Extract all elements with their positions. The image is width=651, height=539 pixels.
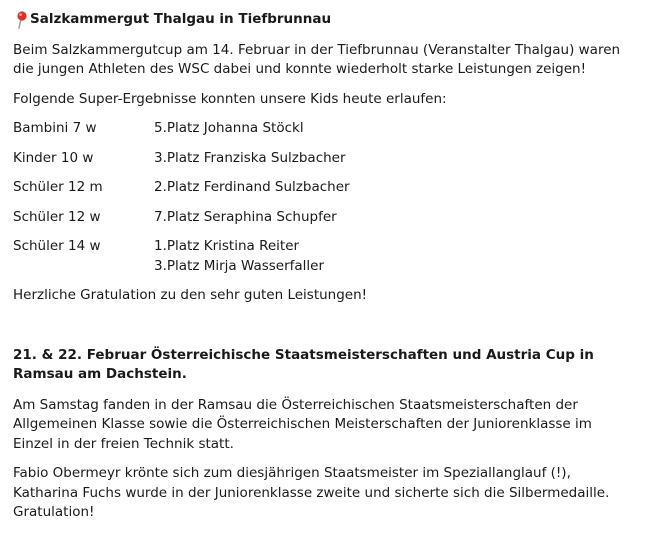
body-paragraph: Am Samstag fanden in der Ramsau die Österreichischen Staatsmeisterschaften der Allgemeinen Klasse sowie die Österreichischen Meisterschaften der Juniorenklasse im Einzel in der freien Technik statt. <box>13 396 592 452</box>
result-category: Schüler 12 m <box>13 179 103 195</box>
intro-paragraph: Beim Salzkammergutcup am 14. Februar in der Tiefbrunnau (Veranstalter Thalgau) waren die jungen Athleten des WSC dabei und konnte wiederholt starke Leistungen zeigen! <box>13 41 621 77</box>
result-category: Schüler 14 w <box>13 238 101 254</box>
article-content <box>13 10 633 523</box>
result-row <box>13 119 633 139</box>
result-place: 2.Platz Ferdinand Sulzbacher <box>154 179 350 195</box>
result-category: Bambini 7 w <box>13 120 97 136</box>
lead-paragraph: Folgende Super-Ergebnisse konnten unsere Kids heute erlaufen: <box>13 90 447 107</box>
result-place: 5.Platz Johanna Stöckl <box>154 120 304 136</box>
body-paragraph-text: Fabio Obermeyr krönte sich zum diesjährigen Staatsmeister im Speziallanglauf (!), Katharina Fuchs wurde in der Juniorenklasse zweite und sicherte sich die Silbermedaille. <box>13 465 610 501</box>
result-place: 3.Platz Franziska Sulzbacher <box>154 149 346 166</box>
congrats-text: Gratulation! <box>13 504 95 520</box>
result-row <box>13 149 633 169</box>
result-row <box>13 208 633 228</box>
result-row <box>13 237 633 276</box>
round-pushpin-icon <box>13 11 29 29</box>
section-heading-2: 21. & 22. Februar Österreichische Staatsmeisterschaften und Austria Cup in Ramsau am Dachstein. <box>13 346 594 382</box>
body-paragraph-2 <box>13 464 633 523</box>
result-place: 3.Platz Mirja Wasserfaller <box>154 257 325 274</box>
result-place: 7.Platz Seraphina Schupfer <box>154 208 337 225</box>
result-row <box>13 178 633 198</box>
result-place: 1.Platz Kristina Reiter <box>154 238 300 254</box>
section-heading <box>13 10 633 30</box>
section-title: Salzkammergut Thalgau in Tiefbrunnau <box>30 11 332 27</box>
results-list <box>13 119 633 276</box>
result-category: Schüler 12 w <box>13 208 101 225</box>
closing-paragraph: Herzliche Gratulation zu den sehr guten Leistungen! <box>13 287 368 303</box>
result-category: Kinder 10 w <box>13 149 94 166</box>
